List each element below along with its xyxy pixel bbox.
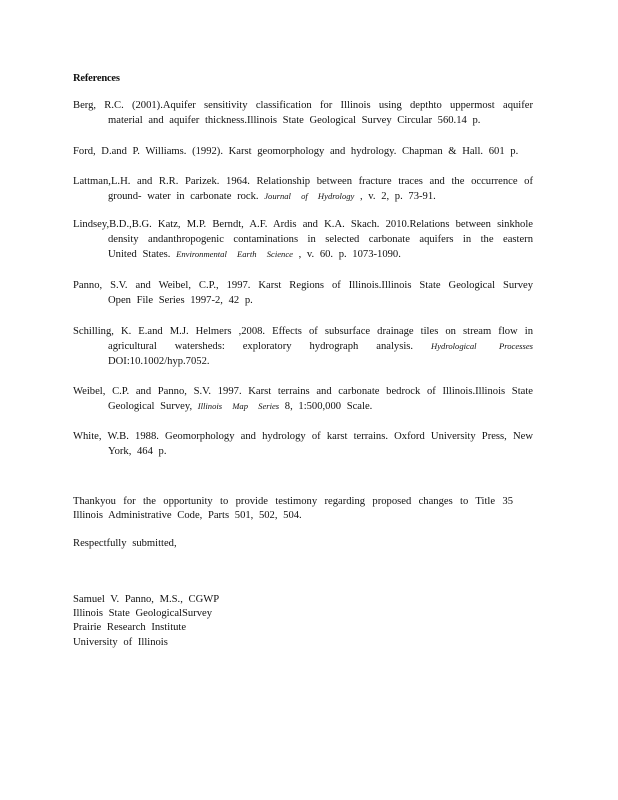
reference-text: Lindsey,B.D.,B.G. Katz, M.P. Berndt, A.F. Ardis and K.A. Skach. 2010.Relations between sinkhole density andanthropogenic contaminations in selected carbonate aquifers in the eastern United States. (73, 219, 533, 260)
reference-lindsey (73, 217, 533, 262)
reference-citation: DOI:10.1002/hyp.7052. (108, 356, 210, 367)
reference-citation: , v. 2, p. 73-91. (354, 191, 436, 202)
signature-block (73, 593, 533, 650)
references-heading: References (73, 73, 120, 84)
journal-title: Hydrological Processes (431, 341, 533, 351)
reference-text: Weibel, C.P. and Panno, S.V. 1997. Karst terrains and carbonate bedrock of Illinois.Illinois State Geological Survey, (73, 386, 533, 412)
journal-title: Journal of Hydrology (264, 191, 355, 201)
reference-schilling (73, 324, 533, 369)
reference-ford (73, 144, 533, 159)
reference-text: Berg, R.C. (2001).Aquifer sensitivity classification for Illinois using depthto uppermost aquifer material and aquifer thickness.Illinois State Geological Survey Circular 560.14 p. (73, 100, 533, 126)
reference-text: Ford, D.and P. Williams. (1992). Karst geomorphology and hydrology. Chapman & Hall. 601 p. (73, 146, 519, 157)
reference-berg (73, 98, 533, 128)
closing-paragraph: Thankyou for the opportunity to provide testimony regarding proposed changes to Title 35 Illinois Administrative Code, Parts 501, 502, 504. (73, 496, 513, 521)
journal-title: Environmental Earth Science (176, 249, 293, 259)
document-page (73, 73, 533, 650)
reference-text: Panno, S.V. and Weibel, C.P., 1997. Karst Regions of Illinois.Illinois State Geological Survey Open File Series 1997-2, 42 p. (73, 280, 533, 306)
reference-citation: , v. 60. p. 1073-1090. (292, 249, 401, 260)
reference-white (73, 429, 533, 459)
reference-weibel (73, 384, 533, 414)
reference-text: Lattman,L.H. and R.R. Parizek. 1964. Relationship between fracture traces and the occurrence of ground- water in carbonate rock. (73, 176, 533, 202)
signatory-university: University of Illinois (73, 636, 168, 648)
reference-text: Schilling, K. E.and M.J. Helmers ,2008. Effects of subsurface drainage tiles on stream flow in agricultural watersheds: exploratory hydrograph analysis. (73, 326, 533, 352)
signatory-affiliation: Illinois State GeologicalSurvey (73, 608, 212, 620)
signatory-institute: Prairie Research Institute (73, 622, 187, 634)
reference-text: White, W.B. 1988. Geomorphology and hydrology of karst terrains. Oxford University Press, New York, 464 p. (73, 431, 533, 457)
reference-lattman (73, 174, 533, 204)
valediction: Respectfully submitted, (73, 538, 177, 549)
series-title: Illinois Map Series (197, 401, 280, 411)
signatory-name: Samuel V. Panno, M.S., CGWP (73, 594, 220, 605)
reference-citation: 8, 1:500,000 Scale. (279, 401, 373, 412)
reference-panno (73, 278, 533, 308)
